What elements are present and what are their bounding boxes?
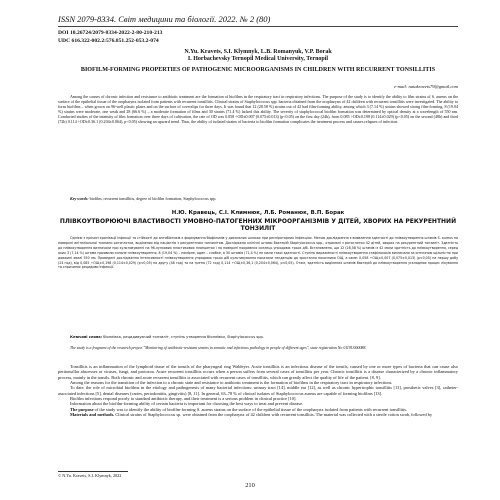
methods-paragraph: [58, 412, 458, 417]
keywords-en-label: Key words:: [70, 196, 89, 201]
keywords-en-text: biofilm, recurrent tonsillitis, degree of biofilm formation, Staphylococcus spp.: [89, 196, 217, 201]
keywords-en: [58, 196, 458, 201]
abstract-en: Among the causes of chronic infection and resistance to antibiotic treatment are the formation of biofilms in the respiratory tract in respiratory infections. The purpose of the study is to identify the ability to film strains of S. aureus on the surface of the epithelial tissue of the oropharynx isolated from patients with recurrent tonsillitis. Clinical strains of Staphylococcus spp. bacteria obtained from the oropharynx of 42 children with recurrent tonsillitis were investigated. The ability to form biofilms – when grown on 96-well plastic plates and on the surface of coverslips for three days. It was found that 12 (28.58 %) strains out of 42 had film-forming ability, among which 3 (7.14 %) strains showed strong film-forming, 8 (19.04 %) strains were moderate, one weak and 28 (66.6 %) – a moderate formation of films and 30 strains (71.4 %) lacked this ability. The severity of staphylococcal biofilm formation was determined by optical density at a wavelength of 550 nm. Conducted studies of the intensity of film formation over three days of cultivation, the rate of OD was 0.058 ÷OD±0.007 (0.075±0.013) (p<0.05) on the first day (24h), from 0.085 ÷OD±0.198 (0.114±0.029) (p<0.05) on the second (48h) and third (72h) 0.114 ÷OD±0.36.1 (0.204±0.064), p<0.05) showing an upward trend. Thus, the ability of isolated strains of bacteria to biofilm formation complicates the treatment process and causes relapses of infection.: [58, 94, 458, 125]
journal-header: ISSN 2079-8334. Світ медицини та біології. 2022. № 2 (80): [58, 14, 458, 27]
methods-label: Materials and methods.: [70, 412, 115, 418]
doi-text: DOI 10.26724/2079-8334-2022-2-80-210-213: [58, 30, 163, 36]
page-number: 210: [245, 482, 255, 489]
body-paragraph: To date, the role of microbial biofilms in the etiology and pathogenesis of many bacterial infections: urinary tract [14], middle ear [12], as well as chronic hypertrophic tonsillitis [13], prosthetic valves [3], catheter-associated infections [5], dental diseases (caries, periodontitis, gingivitis) [8, 11]. In general, 63–78 % of clinical isolates of Staphylococcus aureus are capable of forming biofilms [13].: [58, 385, 458, 396]
purpose-text: of the study was to identify the ability of biofilm-forming S. aureus strains on the surface of the epithelial tissue of the oropharynx isolated from patients with recurrent tonsillitis.: [93, 406, 408, 412]
article-body: [58, 364, 458, 417]
affiliation: I. Horbachevsky Ternopil Medical University, Ternopil: [187, 56, 329, 62]
keywords-ua-text: біоплівка, рецидивуючий тонзиліт, ступінь утворення біоплівки, Staphylococcus spp.: [103, 335, 264, 339]
author-email: e-mail: natakravets79@gmail.com: [394, 84, 458, 89]
authors-ua: Н.Ю. Кравець, С.І. Климнюк, Л.Б. Романюк, В.П. Борак: [171, 210, 345, 216]
body-paragraph: Among the reasons for the transition of the infection to a chronic state and resistance to antibiotic treatment is the formation of biofilms in the respiratory tract in respiratory infections.: [70, 380, 393, 386]
body-paragraph: Biofilm infections respond poorly to standard antibiotic therapy, and their treatment is a serious problem in clinical practice [10].: [70, 396, 297, 402]
body-paragraph: Information about the biofilm-forming ability of certain bacteria is important for choosing the best ways to treat and prevent disease.: [70, 401, 304, 407]
purpose-label: The purpose: [70, 406, 94, 412]
body-paragraph: Tonsillitis is an inflammation of the lymphoid tissue of the tonsils of the pharyngeal ring Waldeyer. Acute tonsillitis is an infectious disease of the tonsils, caused by one or more types of bacteria that can cause also peritonsillar abscesses or viruses, fungi, and protozoa. Acute recurrent tonsillitis occurs when a person suffers from several cases of tonsillitis per year. Chronic tonsillitis is a disease characterized by a chronic inflammatory process, mainly in the tonsils. Both chronic and acute recurrent tonsillitis is associated with recurrent cases of tonsillitis, which can greatly affect the quality of life of the patient. [8, 9].: [58, 364, 458, 380]
methods-text: Clinical strains of Staphylococcus sp. were obtained from the oropharynx of 42 children with recurrent tonsillitis. The material was collected with a sterile cotton swab, followed by: [114, 412, 433, 418]
article-title-en: BIOFILM-FORMING PROPERTIES OF PATHOGENIC MICROORGANISMS IN CHILDREN WITH RECURRENT TONSILLITIS: [80, 67, 436, 73]
copyright-footnote: © N.Yu. Kravets, S.I. Klymnyk, 2022: [58, 473, 122, 478]
keywords-ua-label: Ключові слова:: [70, 335, 103, 339]
article-title-ua: ПЛІВКОУТВОРЮЮЧІ ВЛАСТИВОСТІ УМОВНО-ПАТОГЕННИХ МІКРООРГАНІЗМІВ У ДІТЕЙ, ХВОРИХ НА РЕКУРЕНТНИЙ ТОНЗИЛІТ: [59, 218, 457, 232]
authors-en: N.Yu. Kravets, S.I. Klymnyk, L.B. Romanyuk, V.P. Borak: [184, 49, 332, 55]
footnote-divider: [58, 471, 128, 472]
keywords-ua: [58, 335, 458, 340]
authors-block: [58, 49, 458, 63]
abstract-ua: Однією з причин хронізації інфекції та стійкості до антибіотиків є формування біофільмів у дихальних шляхах при респіраторних інфекціях. Метою дослідження є виявлення здатності до плівкоутворення штамів S. aureus на поверхні епітеліальної тканини ротоглотки, виділених від пацієнтів з рекурентним тонзилітом. Досліджено клінічні штами бактерій Staphylococcus spp., отримані з ротоглотки 42 дітей, хворих на рекурентний тонзиліт. Здатність до плівкоутворення визначали при культивуванні на 96-лункових пластикових планшетах і на поверхні покривних скелець упродовж трьох діб. Встановлено, що 12 (28,58 %) штамів із 42 мали здатність до плівкоутворення, серед яких 3 (7,14 %) штами проявили сильне плівкоутворення, 8 (19,04 %) – помірне, один – слабке, а 30 штамів (71,4 %) не мали такої здатності. Ступінь вираженості плівкоутворення стафілококів визначали за оптичною щільністю при довжині хвилі 550 нм. Проведені дослідження інтенсивності плівкоутворення упродовж трьох діб культивування показали тенденцію до зростання показника ОЩ, а саме: 0,058 ÷ОЩ±0,007 (0,075±0,013) (p<0,05) на першу добу (24 год), від 0,085 ÷ОЩ±0,198 (0,114±0,029) (p<0,05) на другу (48 год) та на третю (72 год) 0,114 ÷ОЩ±0,36,1 (0,204±0,064), p<0,05). Отже, здатність виділених штамів бактерій до плівкоутворення ускладнює процес лікування та спричиняє рецидиви інфекції.: [58, 236, 458, 270]
doi-block: [58, 30, 162, 45]
udc-text: UDC 616.322-002.2:576.851.252-053.2-074: [58, 37, 159, 44]
research-fragment-note: The study is a fragment of the research project "Monitoring of antibiotic-resistant strains in somatic and infectious pathology in people of different ages", state registration No 0119U000088.: [70, 346, 367, 350]
